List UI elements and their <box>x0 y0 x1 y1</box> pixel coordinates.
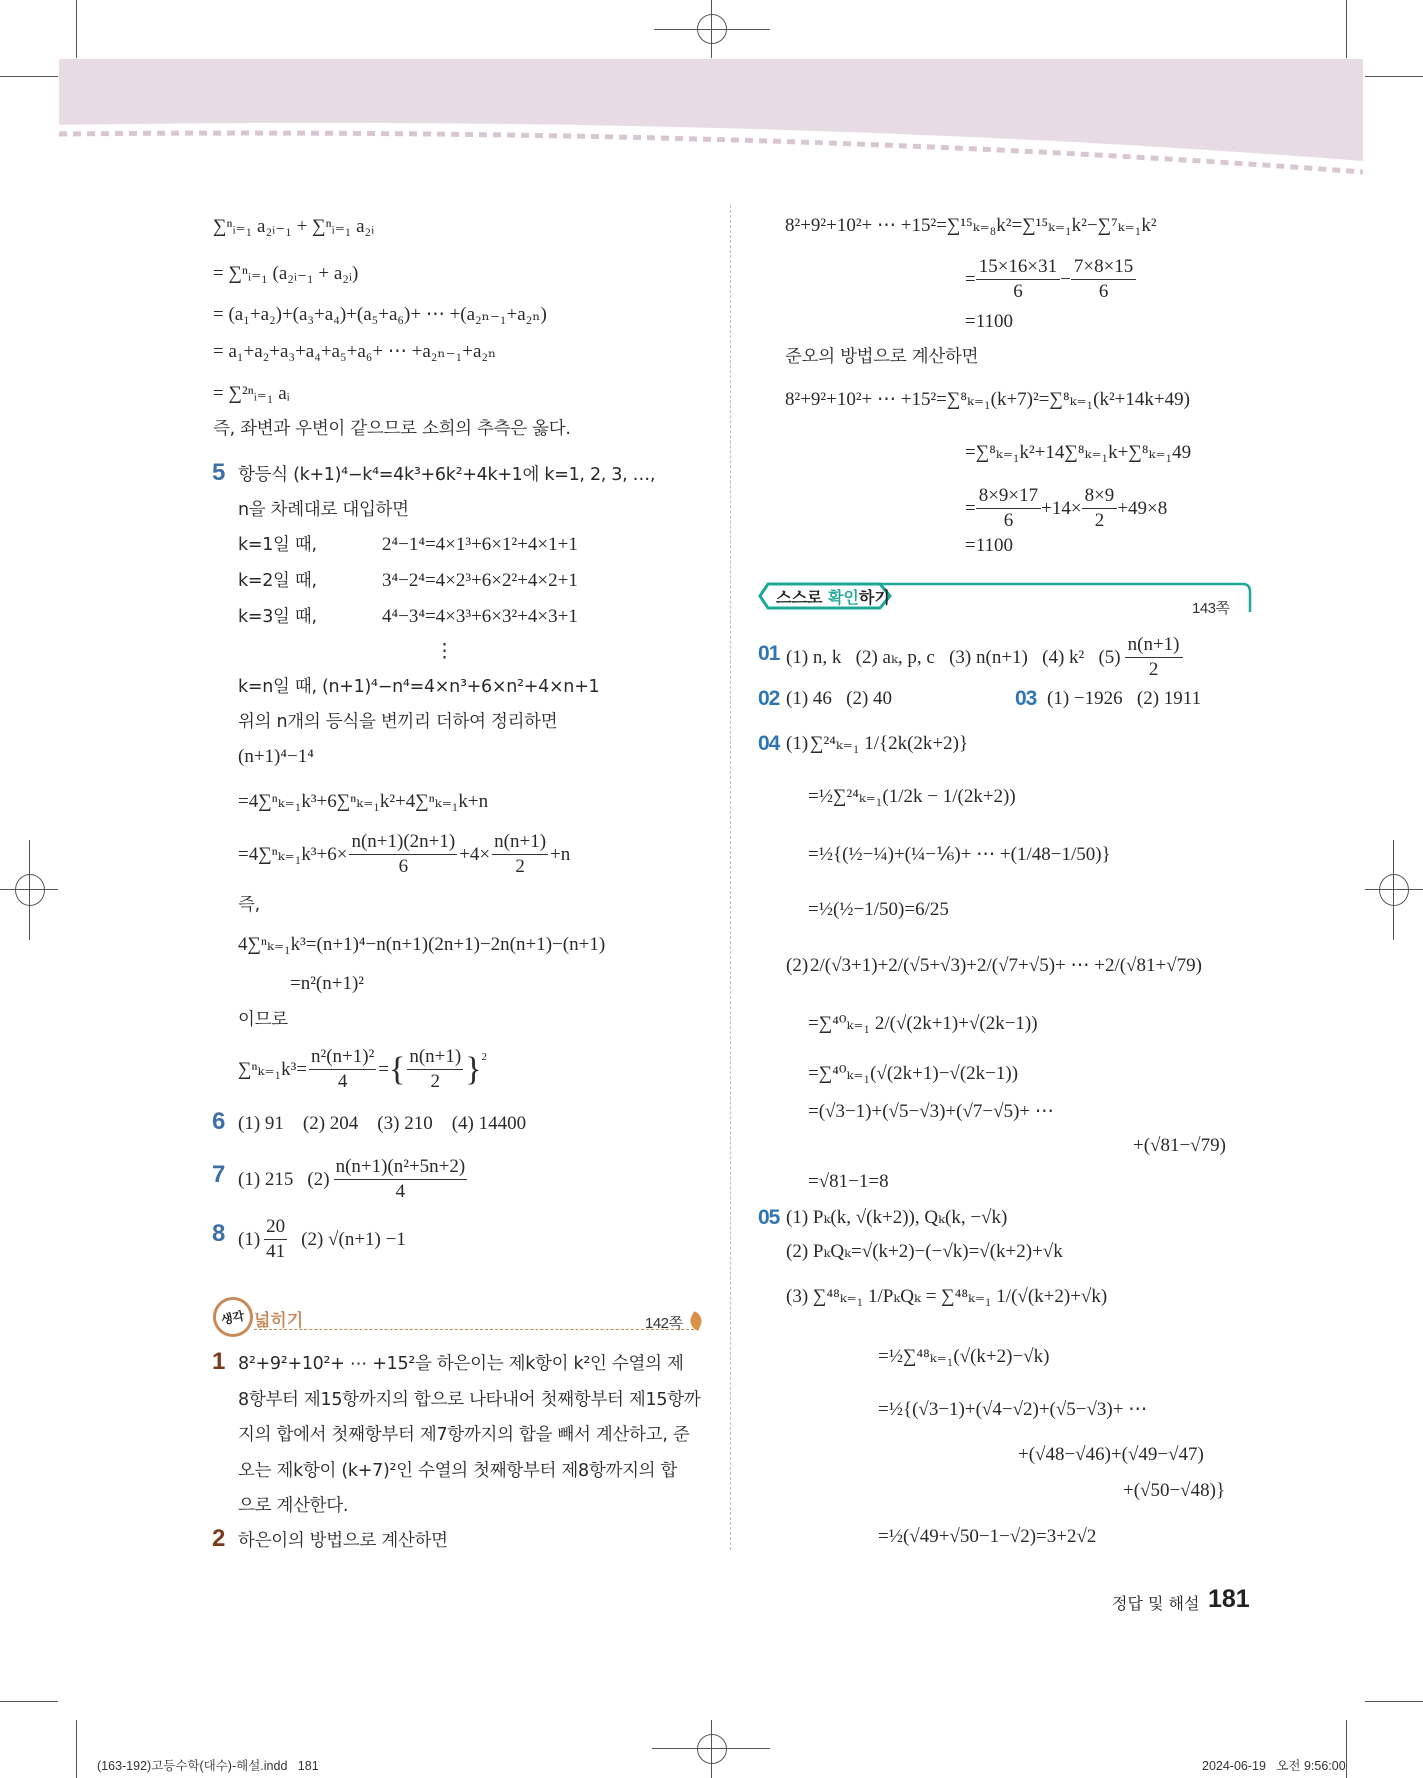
proof-line: = ∑ⁿᵢ₌₁ (a₂ᵢ₋₁ + a₂ᵢ) <box>213 263 359 284</box>
problem-number: 7 <box>212 1161 226 1188</box>
print-slug-file: (163-192)고등수학(대수)-해설.indd 181 <box>97 1759 319 1773</box>
q05-line: +(√48−√46)+(√49−√47) <box>1018 1444 1204 1465</box>
think-divider <box>254 1329 699 1330</box>
operator: = <box>378 1058 390 1080</box>
operator: +n <box>550 843 571 865</box>
fraction-numerator: 8×9 <box>1082 484 1118 509</box>
crop-mark <box>1365 76 1423 77</box>
problem-number: 6 <box>212 1108 226 1135</box>
case-label: k=2일 때, <box>238 571 317 591</box>
fraction-numerator: 20 <box>264 1215 287 1240</box>
answer-7 <box>238 1155 467 1204</box>
check-title-prefix: 스스로 <box>776 588 828 607</box>
crop-mark <box>1346 1720 1347 1778</box>
crop-mark <box>0 1701 58 1702</box>
result-line: =n²(n+1)² <box>290 973 364 994</box>
answer-8 <box>238 1215 406 1264</box>
item-line: 8²+9²+10²+ ⋯ +15²을 하은이는 제k항이 k²인 수열의 제 <box>238 1354 684 1374</box>
fraction-numerator: n(n+1)(n²+5n+2) <box>334 1155 468 1180</box>
operator: +14× <box>1041 497 1082 519</box>
item-line: 으로 계산한다. <box>238 1496 349 1516</box>
fraction-denominator: 6 <box>1013 281 1023 302</box>
crop-mark <box>1346 0 1347 58</box>
fraction-denominator: 6 <box>398 856 409 877</box>
fraction-denominator: 2 <box>1148 659 1159 680</box>
step2 <box>238 830 570 879</box>
junoh-line: 8²+9²+10²+ ⋯ +15²=∑⁸ₖ₌₁(k+7)²=∑⁸ₖ₌₁(k²+14k+49) <box>785 389 1190 410</box>
operator: − <box>1060 268 1071 290</box>
answer-01 <box>786 633 1183 682</box>
operator: +49×8 <box>1117 497 1168 519</box>
final-formula <box>238 1045 487 1094</box>
fraction-denominator: 4 <box>395 1181 406 1202</box>
sum-text: 위의 n개의 등식을 변끼리 더하여 정리하면 <box>238 712 558 732</box>
item-number: 1 <box>212 1348 226 1375</box>
question-number: 04 <box>758 732 780 755</box>
fraction-denominator: 4 <box>337 1071 348 1092</box>
q05-line: (1) Pₖ(k, √(k+2)), Qₖ(k, −√k) <box>786 1207 1008 1228</box>
fraction <box>349 830 457 879</box>
q04-line: =∑⁴⁰ₖ₌₁ 2/(√(2k+1)+√(2k−1)) <box>808 1013 1038 1034</box>
crop-mark <box>76 0 77 58</box>
problem-number: 8 <box>212 1220 226 1247</box>
answer-text: (1) −1926 (2) 1911 <box>1047 688 1202 709</box>
crop-mark <box>0 76 58 77</box>
fraction-denominator: 2 <box>430 1071 441 1092</box>
q04-line: =(√3−1)+(√5−√3)+(√7−√5)+ ⋯ <box>808 1101 1054 1122</box>
registration-mark-circle <box>697 1734 727 1764</box>
q05-line: =½{(√3−1)+(√4−√2)+(√5−√3)+ ⋯ <box>878 1399 1148 1420</box>
q05-line: +(√50−√48)} <box>1123 1480 1226 1501</box>
fraction-denominator: 2 <box>1094 510 1105 531</box>
fraction <box>1125 633 1183 682</box>
fraction <box>407 1045 463 1094</box>
junoh-line <box>965 484 1167 533</box>
answer-part-label: (1) <box>238 1228 261 1250</box>
case-label: k=1일 때, <box>238 535 317 555</box>
check-title-suffix: 하기 <box>858 588 890 607</box>
item-number: 2 <box>212 1525 226 1552</box>
page-number: 181 <box>1208 1585 1250 1613</box>
junoh-intro: 준오의 방법으로 계산하면 <box>785 347 979 367</box>
item-line: 8항부터 제15항까지의 합으로 나타내어 첫째항부터 제15항까 <box>238 1390 701 1410</box>
answer-text: (1) n, k (2) aₖ, p, c (3) n(n+1) (4) k² (5) <box>786 646 1121 668</box>
item-line: 오는 제k항이 (k+7)²인 수열의 첫째항부터 제8항까지의 합 <box>238 1461 678 1481</box>
brace: } <box>465 1050 482 1088</box>
fraction-denominator: 41 <box>266 1241 286 1262</box>
step1: =4∑ⁿₖ₌₁k³+6∑ⁿₖ₌₁k²+4∑ⁿₖ₌₁k+n <box>238 791 489 812</box>
header-band <box>59 59 1363 179</box>
q04-line: =½{(½−¼)+(¼−⅙)+ ⋯ +(1/48−1/50)} <box>808 844 1111 865</box>
lhs: (n+1)⁴−1⁴ <box>238 746 314 767</box>
case-equation: 3⁴−2⁴=4×2³+6×2²+4×2+1 <box>382 570 578 591</box>
fraction-numerator: 8×9×17 <box>976 484 1041 509</box>
think-badge-text: 생각 <box>220 1308 246 1327</box>
haeun-line: =1100 <box>965 311 1014 332</box>
final-lhs: ∑ⁿₖ₌₁k³= <box>238 1058 308 1080</box>
check-section-title <box>776 585 890 608</box>
result-line: 4∑ⁿₖ₌₁k³=(n+1)⁴−n(n+1)(2n+1)−2n(n+1)−(n+1) <box>238 934 606 955</box>
crop-mark <box>76 1720 77 1778</box>
operator: +4× <box>459 843 491 865</box>
junoh-line: =∑⁸ₖ₌₁k²+14∑⁸ₖ₌₁k+∑⁸ₖ₌₁49 <box>965 442 1192 463</box>
hence-text: 이므로 <box>238 1010 288 1030</box>
fraction <box>976 255 1060 304</box>
q05-line: (3) ∑⁴⁸ₖ₌₁ 1/PₖQₖ = ∑⁴⁸ₖ₌₁ 1/(√(k+2)+√k) <box>786 1286 1108 1307</box>
item-line: 하은이의 방법으로 계산하면 <box>238 1531 448 1551</box>
fraction-numerator: n(n+1)(2n+1) <box>349 830 457 855</box>
question-number: 01 <box>758 642 780 665</box>
fraction-denominator: 6 <box>1003 510 1014 531</box>
fraction-denominator: 6 <box>1098 281 1109 302</box>
fraction-numerator: 15×16×31 <box>976 255 1060 280</box>
think-page-ref: 142쪽 <box>645 1315 683 1332</box>
q04-line: =½(½−1/50)=6/25 <box>808 899 949 920</box>
q04-line: =√81−1=8 <box>808 1171 889 1192</box>
question-number: 02 <box>758 687 780 710</box>
proof-line: = (a₁+a₂)+(a₃+a₄)+(a₅+a₆)+ ⋯ +(a₂ₙ₋₁+a₂ₙ) <box>213 304 547 325</box>
fraction <box>492 830 548 879</box>
column-divider <box>730 205 731 1550</box>
exponent: 2 <box>481 1051 488 1063</box>
problem5-intro: n을 차례대로 대입하면 <box>238 500 409 520</box>
proof-line: ∑ⁿᵢ₌₁ a₂ᵢ₋₁ + ∑ⁿᵢ₌₁ a₂ᵢ <box>213 216 375 237</box>
brace: { <box>389 1050 406 1088</box>
think-leaf-icon <box>687 1311 705 1331</box>
q04-line: =∑⁴⁰ₖ₌₁(√(2k+1)−√(2k−1)) <box>808 1063 1019 1084</box>
q05-line: =½∑⁴⁸ₖ₌₁(√(k+2)−√k) <box>878 1346 1050 1367</box>
registration-mark-circle <box>15 874 45 906</box>
problem-number: 5 <box>212 459 226 486</box>
fraction <box>309 1045 376 1094</box>
case-n: k=n일 때, (n+1)⁴−n⁴=4×n³+6×n²+4×n+1 <box>238 677 600 697</box>
q04-line: ∑²⁴ₖ₌₁ 1/{2k(2k+2)} <box>810 733 969 754</box>
answer-part-label: (2) <box>307 1168 330 1190</box>
q04-line: =½∑²⁴ₖ₌₁(1/2k − 1/(2k+2)) <box>808 786 1016 807</box>
q05-line: (2) PₖQₖ=√(k+2)−(−√k)=√(k+2)+√k <box>786 1241 1063 1262</box>
fraction <box>1071 255 1136 304</box>
fraction-numerator: 7×8×15 <box>1071 255 1136 280</box>
registration-mark-circle <box>1379 874 1409 906</box>
fraction-denominator: 2 <box>515 856 525 877</box>
fraction <box>334 1155 468 1204</box>
item-line: 지의 합에서 첫째항부터 제7항까지의 합을 빼서 계산하고, 준 <box>238 1425 690 1445</box>
operator: = <box>965 497 976 519</box>
haeun-line <box>965 255 1136 304</box>
question-number: 03 <box>1015 687 1037 710</box>
haeun-line: 8²+9²+10²+ ⋯ +15²=∑¹⁵ₖ₌₈k²=∑¹⁵ₖ₌₁k²−∑⁷ₖ₌₁k² <box>785 215 1157 236</box>
check-title-highlight: 확인 <box>827 588 859 607</box>
fraction-numerator: n(n+1) <box>407 1045 463 1070</box>
answer-part: (2) √(n+1) −1 <box>301 1228 406 1250</box>
think-title: 넓히기 <box>254 1311 304 1331</box>
case-label: k=3일 때, <box>238 607 317 627</box>
fraction-numerator: n(n+1) <box>492 830 548 855</box>
case-equation: 4⁴−3⁴=4×3³+6×3²+4×3+1 <box>382 606 578 627</box>
think-badge <box>213 1297 253 1337</box>
page-footer-label: 정답 및 해설 <box>1112 1594 1200 1613</box>
fraction <box>264 1215 287 1264</box>
step2-prefix: =4∑ⁿₖ₌₁k³+6× <box>238 843 348 865</box>
fraction <box>1082 484 1118 533</box>
q05-line: =½(√49+√50−1−√2)=3+2√2 <box>878 1526 1097 1547</box>
fraction-numerator: n(n+1) <box>1125 633 1183 658</box>
vertical-ellipsis: ⋮ <box>435 641 454 662</box>
registration-mark-circle <box>697 14 727 44</box>
print-slug-timestamp: 2024-06-19 오전 9:56:00 <box>1202 1759 1346 1773</box>
question-number: 05 <box>758 1206 780 1229</box>
check-page-ref: 143쪽 <box>1192 600 1230 617</box>
fraction <box>976 484 1041 533</box>
proof-line: = ∑²ⁿᵢ₌₁ aᵢ <box>213 383 290 404</box>
answer-text: (1) 46 (2) 40 <box>786 688 893 709</box>
answer-part: (1) 215 <box>238 1168 294 1190</box>
conclusion-text: 즉, 좌변과 우변이 같으므로 소희의 추측은 옳다. <box>213 419 571 439</box>
q04-line: 2/(√3+1)+2/(√5+√3)+2/(√7+√5)+ ⋯ +2/(√81+√79) <box>810 955 1202 976</box>
q04-label: (2) <box>786 955 809 976</box>
operator: = <box>965 268 976 290</box>
proof-line: = a₁+a₂+a₃+a₄+a₅+a₆+ ⋯ +a₂ₙ₋₁+a₂ₙ <box>213 341 497 362</box>
fraction-numerator: n²(n+1)² <box>309 1045 376 1070</box>
q04-label: (1) <box>786 733 809 754</box>
answer-text: (1) 91 (2) 204 (3) 210 (4) 14400 <box>238 1113 527 1134</box>
case-equation: 2⁴−1⁴=4×1³+6×1²+4×1+1 <box>382 534 578 555</box>
junoh-line: =1100 <box>965 535 1014 556</box>
crop-mark <box>1365 1701 1423 1702</box>
q04-line: +(√81−√79) <box>1133 1135 1226 1156</box>
therefore-text: 즉, <box>238 895 260 915</box>
problem5-intro: 항등식 (k+1)⁴−k⁴=4k³+6k²+4k+1에 k=1, 2, 3, …, <box>238 465 656 485</box>
